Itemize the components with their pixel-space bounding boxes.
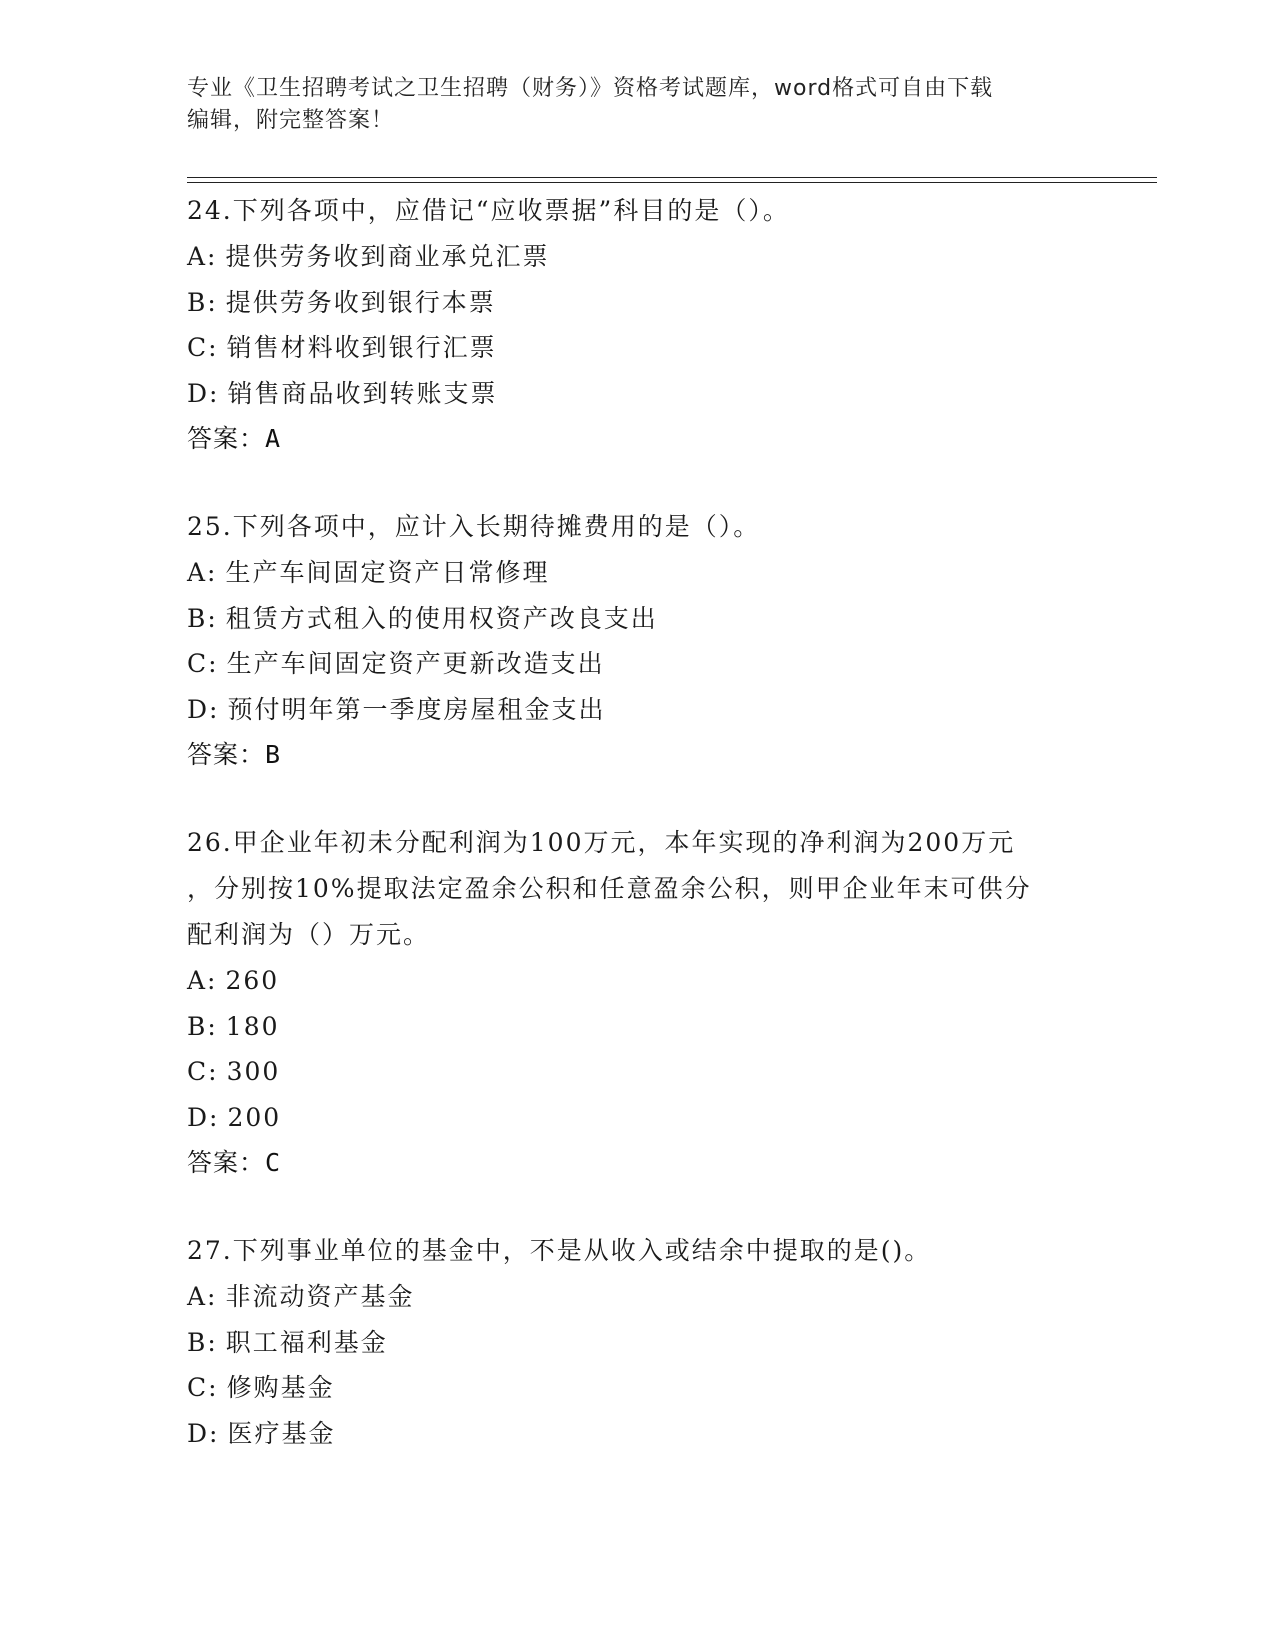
question-24 — [187, 188, 1087, 462]
question-26 — [187, 820, 1087, 1186]
option-key: D: — [187, 1102, 220, 1132]
option-key: C: — [187, 333, 219, 362]
option-d — [187, 1095, 1087, 1141]
question-stem-line: 26.甲企业年初未分配利润为100万元，本年实现的净利润为200万元 — [187, 828, 1016, 857]
option-key: D: — [187, 1418, 220, 1448]
option-c — [187, 1365, 1087, 1411]
option-text: 修购基金 — [226, 1373, 335, 1402]
question-list — [187, 188, 1087, 1456]
question-stem — [187, 820, 1087, 958]
option-key: A: — [187, 1282, 218, 1311]
option-b — [187, 596, 1087, 642]
option-text: 医疗基金 — [227, 1418, 336, 1448]
answer-value: A — [265, 424, 281, 453]
option-d — [187, 371, 1087, 417]
option-text: 300 — [226, 1057, 281, 1086]
option-c — [187, 1049, 1087, 1095]
option-list — [187, 550, 1087, 732]
option-list — [187, 1274, 1087, 1456]
option-a — [187, 234, 1087, 280]
answer-label: 答案： — [187, 1148, 266, 1177]
question-27 — [187, 1228, 1087, 1456]
option-key: C: — [187, 1373, 219, 1402]
option-text: 职工福利基金 — [225, 1327, 388, 1357]
option-text: 200 — [227, 1102, 282, 1132]
option-key: A: — [187, 966, 218, 995]
option-c — [187, 641, 1087, 687]
option-text: 180 — [225, 1011, 280, 1041]
question-stem-line: ，分别按10%提取法定盈余公积和任意盈余公积，则甲企业年末可供分 — [187, 874, 1032, 903]
option-a — [187, 958, 1087, 1004]
option-text: 销售商品收到转账支票 — [227, 378, 498, 408]
answer-value: B — [265, 740, 281, 769]
answer-label: 答案： — [187, 424, 266, 453]
option-key: B: — [187, 1011, 218, 1041]
option-text: 生产车间固定资产日常修理 — [225, 558, 550, 587]
option-key: D: — [187, 378, 220, 408]
answer-line — [187, 732, 1087, 778]
option-text: 非流动资产基金 — [225, 1282, 415, 1311]
header-line-1: 专业《卫生招聘考试之卫生招聘（财务）》资格考试题库，word格式可自由下载 — [187, 76, 994, 101]
question-spacer — [187, 462, 1087, 504]
question-spacer — [187, 778, 1087, 820]
option-a — [187, 550, 1087, 596]
question-stem: 24.下列各项中，应借记“应收票据”科目的是（）。 — [187, 196, 790, 225]
document-header — [187, 73, 1087, 137]
option-text: 260 — [225, 966, 280, 995]
option-key: B: — [187, 603, 218, 633]
answer-line — [187, 1140, 1087, 1186]
option-text: 提供劳务收到商业承兑汇票 — [225, 242, 550, 271]
answer-value: C — [265, 1148, 281, 1177]
question-spacer — [187, 1186, 1087, 1228]
question-stem-line: 配利润为（）万元。 — [187, 920, 431, 949]
question-stem: 27.下列事业单位的基金中，不是从收入或结余中提取的是()。 — [187, 1236, 932, 1265]
answer-line — [187, 416, 1087, 462]
option-d — [187, 687, 1087, 733]
option-b — [187, 1320, 1087, 1366]
option-d — [187, 1411, 1087, 1457]
option-key: D: — [187, 694, 220, 724]
option-key: A: — [187, 242, 218, 271]
option-c — [187, 325, 1087, 371]
option-a — [187, 1274, 1087, 1320]
header-line-2: 编辑，附完整答案！ — [187, 108, 395, 133]
option-key: A: — [187, 558, 218, 587]
option-list — [187, 958, 1087, 1140]
question-stem: 25.下列各项中，应计入长期待摊费用的是（）。 — [187, 512, 761, 541]
header-divider-bottom — [187, 182, 1157, 183]
option-list — [187, 234, 1087, 416]
option-b — [187, 280, 1087, 326]
question-25 — [187, 504, 1087, 778]
option-text: 预付明年第一季度房屋租金支出 — [227, 694, 606, 724]
option-key: B: — [187, 1327, 218, 1357]
option-text: 提供劳务收到银行本票 — [225, 287, 496, 317]
option-b — [187, 1004, 1087, 1050]
answer-label: 答案： — [187, 740, 266, 769]
option-key: C: — [187, 649, 219, 678]
header-divider-top — [187, 177, 1157, 178]
option-key: B: — [187, 287, 218, 317]
option-text: 销售材料收到银行汇票 — [226, 333, 497, 362]
option-text: 租赁方式租入的使用权资产改良支出 — [225, 603, 658, 633]
option-key: C: — [187, 1057, 219, 1086]
option-text: 生产车间固定资产更新改造支出 — [226, 649, 605, 678]
